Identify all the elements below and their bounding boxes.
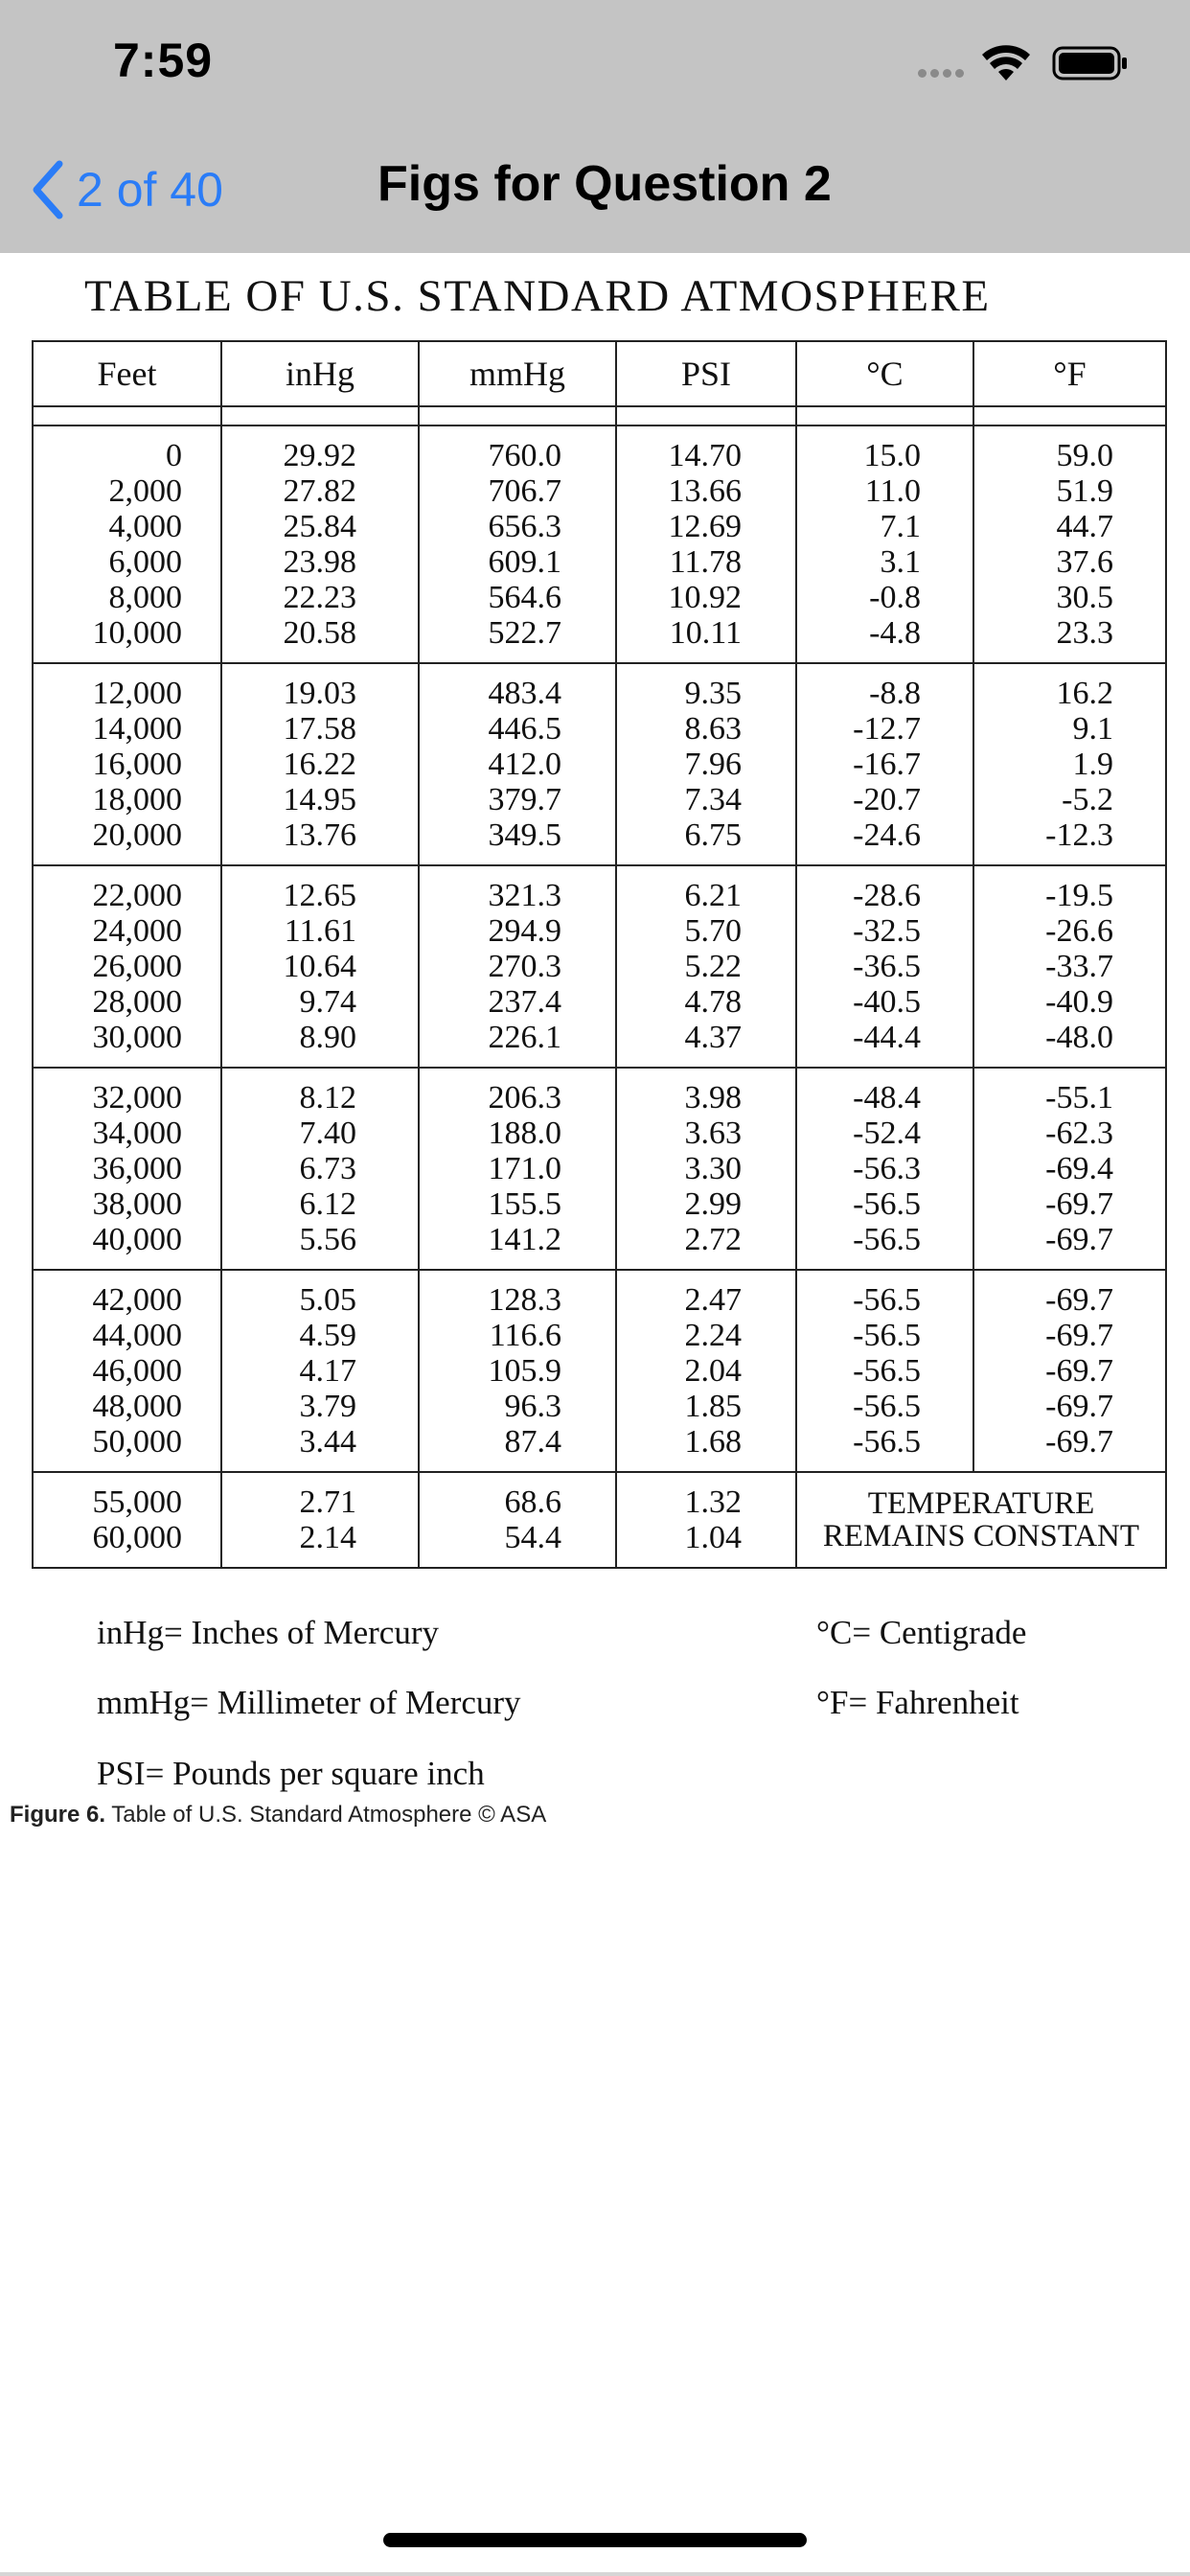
legend-mmhg: mmHg= Millimeter of Mercury — [97, 1684, 521, 1721]
standard-atmosphere-table — [32, 340, 1167, 1569]
psi-cell: 1.32 1.04 — [616, 1472, 796, 1568]
temperature-constant-line1: TEMPERATURE — [867, 1486, 1095, 1521]
column-header-feet: Feet — [33, 341, 221, 406]
fahrenheit-cell: 59.0 51.9 44.7 37.6 30.5 23.3 — [973, 426, 1166, 663]
temperature-constant-line2: REMAINS CONSTANT — [822, 1519, 1140, 1553]
inhg-cell: 19.03 17.58 16.22 14.95 13.76 — [221, 663, 419, 865]
celsius-cell: -8.8 -12.7 -16.7 -20.7 -24.6 — [796, 663, 973, 865]
feet-cell: 55,000 60,000 — [33, 1472, 221, 1568]
psi-cell: 3.98 3.63 3.30 2.99 2.72 — [616, 1068, 796, 1270]
celsius-cell: -56.5 -56.5 -56.5 -56.5 -56.5 — [796, 1270, 973, 1472]
column-header-inhg: inHg — [221, 341, 419, 406]
fahrenheit-cell: -69.7 -69.7 -69.7 -69.7 -69.7 — [973, 1270, 1166, 1472]
table-header-row — [33, 341, 1166, 406]
celsius-cell: -48.4 -52.4 -56.3 -56.5 -56.5 — [796, 1068, 973, 1270]
table-row-group — [33, 1472, 1166, 1568]
figure-caption — [10, 1802, 546, 1828]
status-time: 7:59 — [113, 34, 214, 87]
psi-cell: 6.21 5.70 5.22 4.78 4.37 — [616, 865, 796, 1068]
temperature-constant-note — [796, 1472, 1166, 1568]
legend-celsius: °C= Centigrade — [816, 1614, 1027, 1651]
table-row-group — [33, 663, 1166, 865]
feet-cell: 0 2,000 4,000 6,000 8,000 10,000 — [33, 426, 221, 663]
inhg-cell: 5.05 4.59 4.17 3.79 3.44 — [221, 1270, 419, 1472]
battery-icon — [1052, 44, 1129, 82]
wifi-icon — [981, 44, 1031, 82]
psi-cell: 2.47 2.24 2.04 1.85 1.68 — [616, 1270, 796, 1472]
column-header-mmhg: mmHg — [419, 341, 616, 406]
psi-cell: 14.70 13.66 12.69 11.78 10.92 10.11 — [616, 426, 796, 663]
mmhg-cell: 483.4 446.5 412.0 379.7 349.5 — [419, 663, 616, 865]
back-label: 2 of 40 — [77, 163, 223, 217]
legend-inhg: inHg= Inches of Mercury — [97, 1614, 439, 1651]
mmhg-cell: 128.3 116.6 105.9 96.3 87.4 — [419, 1270, 616, 1472]
table-row-group — [33, 865, 1166, 1068]
fahrenheit-cell: 16.2 9.1 1.9 -5.2 -12.3 — [973, 663, 1166, 865]
celsius-cell: -28.6 -32.5 -36.5 -40.5 -44.4 — [796, 865, 973, 1068]
inhg-cell: 8.12 7.40 6.73 6.12 5.56 — [221, 1068, 419, 1270]
mmhg-cell: 68.6 54.4 — [419, 1472, 616, 1568]
celsius-cell: 15.0 11.0 7.1 3.1 -0.8 -4.8 — [796, 426, 973, 663]
home-indicator[interactable] — [383, 2533, 807, 2547]
inhg-cell: 12.65 11.61 10.64 9.74 8.90 — [221, 865, 419, 1068]
feet-cell: 42,000 44,000 46,000 48,000 50,000 — [33, 1270, 221, 1472]
cellular-signal-icon — [918, 69, 964, 78]
psi-cell: 9.35 8.63 7.96 7.34 6.75 — [616, 663, 796, 865]
inhg-cell: 29.92 27.82 25.84 23.98 22.23 20.58 — [221, 426, 419, 663]
legend-fahrenheit: °F= Fahrenheit — [816, 1684, 1019, 1721]
table-spacer-row — [33, 406, 1166, 426]
table-row-group — [33, 426, 1166, 663]
figure-caption-text: Table of U.S. Standard Atmosphere © ASA — [105, 1802, 547, 1828]
column-header-fahrenheit: °F — [973, 341, 1166, 406]
mmhg-cell: 206.3 188.0 171.0 155.5 141.2 — [419, 1068, 616, 1270]
legend-psi: PSI= Pounds per square inch — [97, 1755, 485, 1792]
figure-title: TABLE OF U.S. STANDARD ATMOSPHERE — [84, 271, 991, 321]
column-header-celsius: °C — [796, 341, 973, 406]
inhg-cell: 2.71 2.14 — [221, 1472, 419, 1568]
chevron-left-icon — [29, 158, 67, 221]
back-button[interactable] — [29, 153, 223, 226]
bottom-divider — [0, 2572, 1190, 2576]
feet-cell: 12,000 14,000 16,000 18,000 20,000 — [33, 663, 221, 865]
table-row-group — [33, 1068, 1166, 1270]
mmhg-cell: 321.3 294.9 270.3 237.4 226.1 — [419, 865, 616, 1068]
fahrenheit-cell: -55.1 -62.3 -69.4 -69.7 -69.7 — [973, 1068, 1166, 1270]
navigation-bar — [0, 0, 1190, 253]
table-row-group — [33, 1270, 1166, 1472]
feet-cell: 32,000 34,000 36,000 38,000 40,000 — [33, 1068, 221, 1270]
feet-cell: 22,000 24,000 26,000 28,000 30,000 — [33, 865, 221, 1068]
mmhg-cell: 760.0 706.7 656.3 609.1 564.6 522.7 — [419, 426, 616, 663]
figure-caption-label: Figure 6. — [10, 1802, 106, 1828]
page-title: Figs for Question 2 — [378, 156, 832, 212]
fahrenheit-cell: -19.5 -26.6 -33.7 -40.9 -48.0 — [973, 865, 1166, 1068]
column-header-psi: PSI — [616, 341, 796, 406]
